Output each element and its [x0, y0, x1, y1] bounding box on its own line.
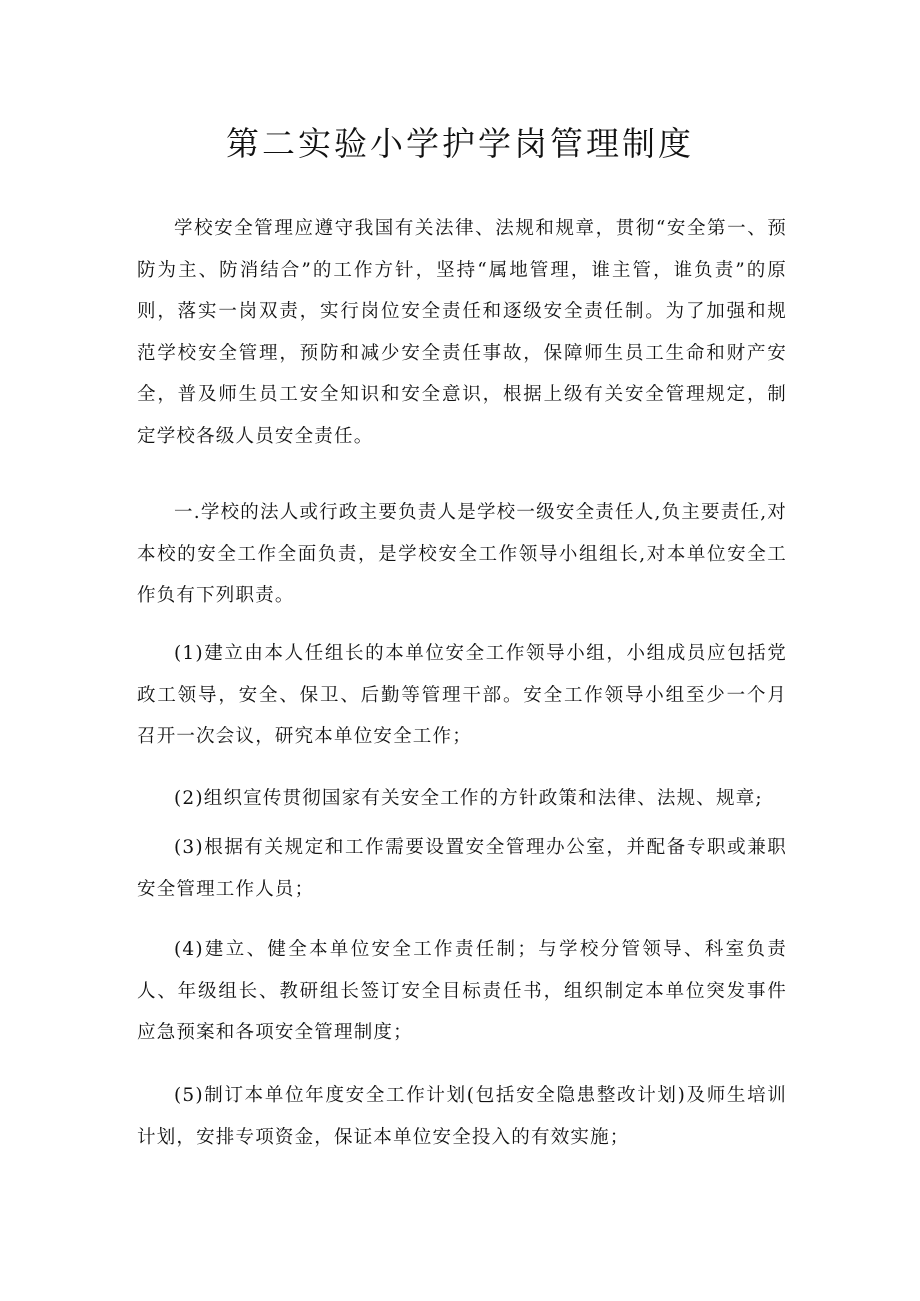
paragraph-duty-1: (1)建立由本人任组长的本单位安全工作领导小组，小组成员应包括党政工领导，安全、保卫、后勤等管理干部。安全工作领导小组至少一个月召开一次会议，研究本单位安全工作；	[137, 643, 787, 748]
paragraph-duty-3: (3)根据有关规定和工作需要设置安全管理办公室，并配备专职或兼职安全管理工作人员；	[137, 837, 787, 900]
paragraph-section-one: 一.学校的法人或行政主要负责人是学校一级安全责任人,负主要责任,对本校的安全工作全面负责，是学校安全工作领导小组组长,对本单位安全工作负有下列职责。	[137, 502, 787, 607]
paragraph-duty-5: (5)制订本单位年度安全工作计划(包括安全隐患整改计划)及师生培训计划，安排专项资金，保证本单位安全投入的有效实施；	[137, 1085, 787, 1148]
document-title: 第二实验小学护学岗管理制度	[226, 124, 694, 163]
paragraph-intro: 学校安全管理应遵守我国有关法律、法规和规章，贯彻“安全第一、预防为主、防消结合”的工作方针，坚持“属地管理，谁主管，谁负责”的原则，落实一岗双责，实行岗位安全责任和逐级安全责任制。为了加强和规范学校安全管理，预防和减少安全责任事故，保障师生员工生命和财产安全，普及师生员工安全知识和安全意识，根据上级有关安全管理规定，制定学校各级人员安全责任。	[137, 218, 787, 447]
paragraph-duty-2: (2)组织宣传贯彻国家有关安全工作的方针政策和法律、法规、规章;	[174, 788, 763, 809]
paragraph-duty-4: (4)建立、健全本单位安全工作责任制；与学校分管领导、科室负责人、年级组长、教研组长签订安全目标责任书，组织制定本单位突发事件应急预案和各项安全管理制度；	[137, 939, 787, 1044]
